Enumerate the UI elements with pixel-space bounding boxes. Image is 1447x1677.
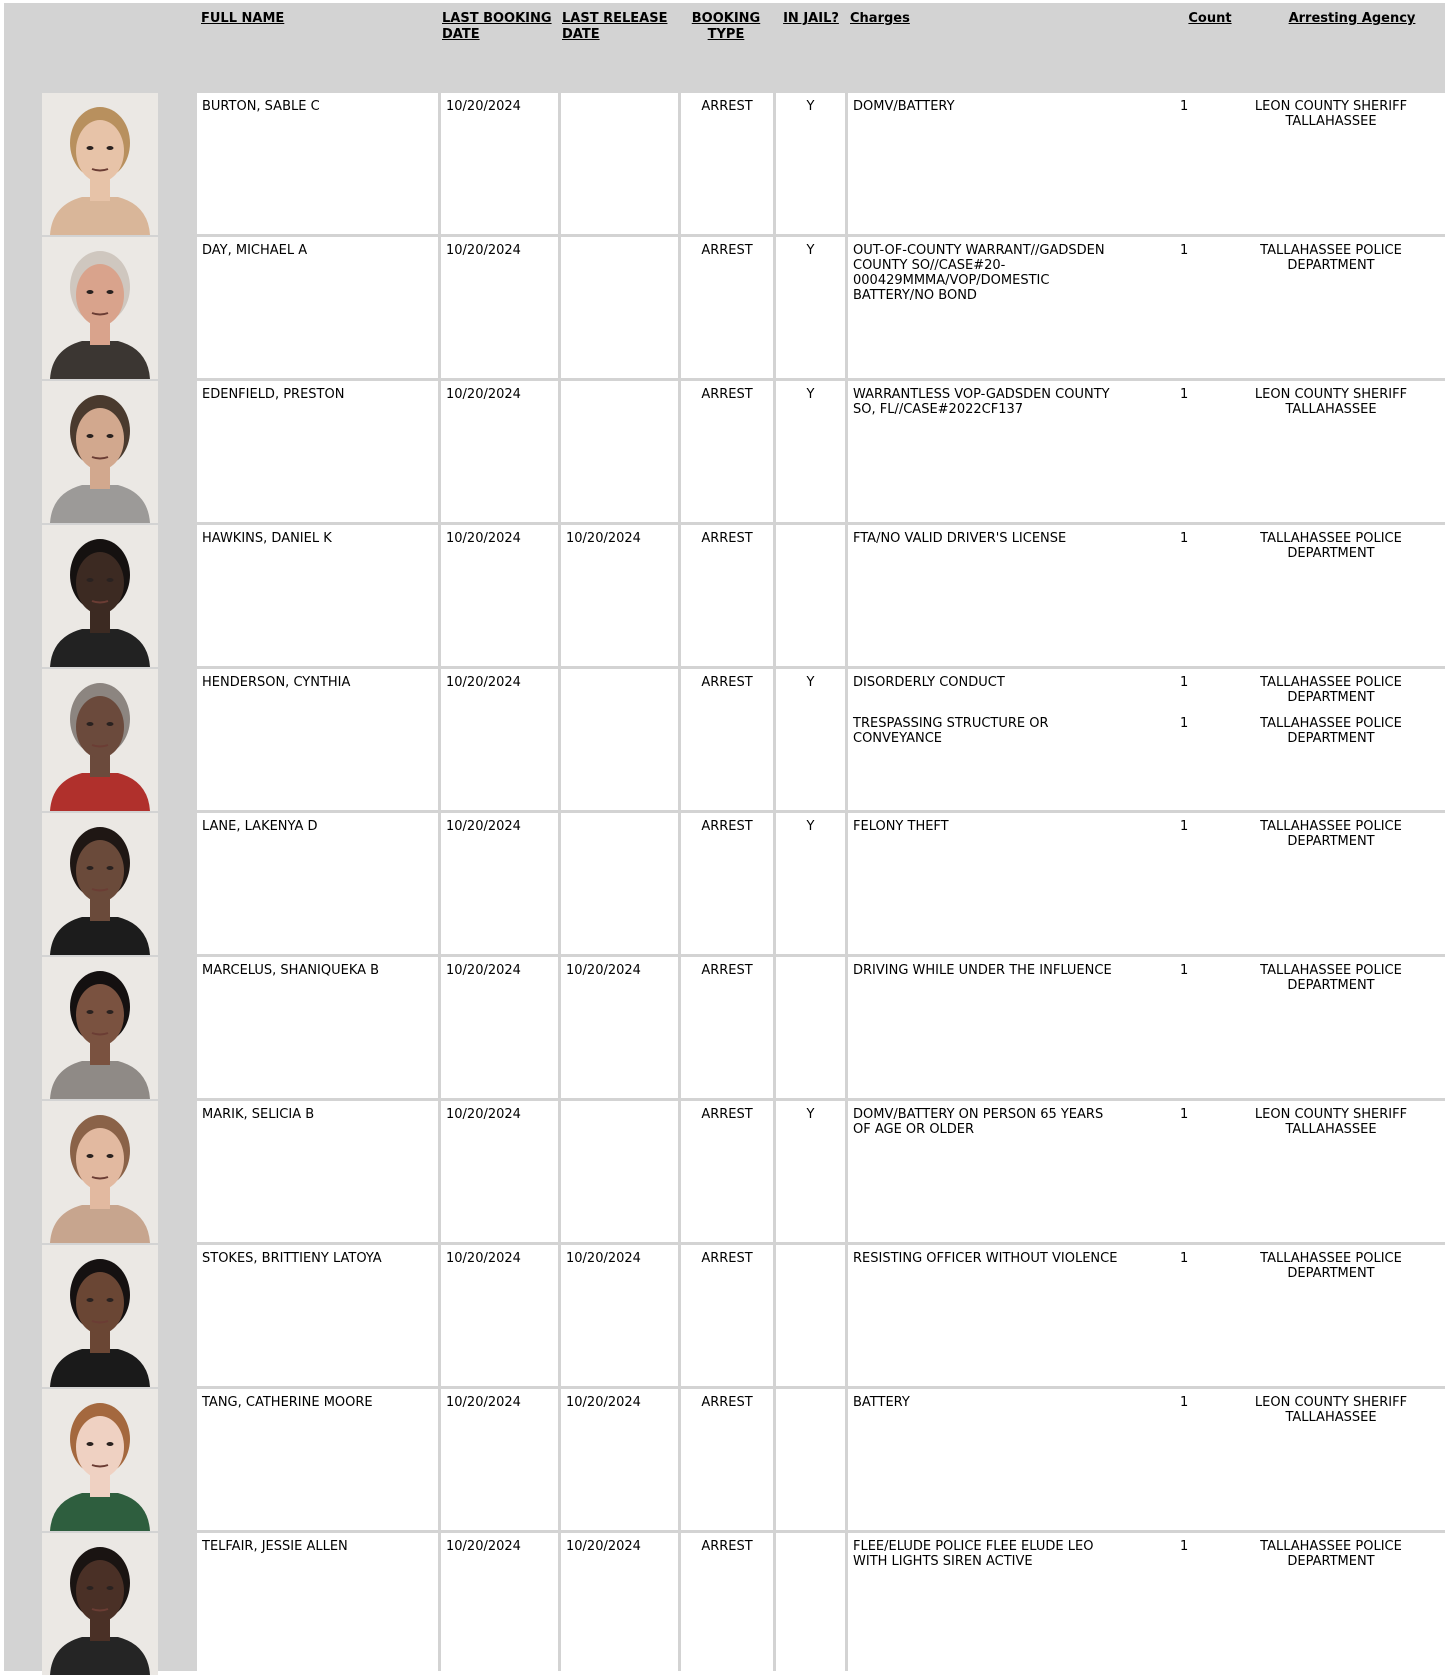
name-cell: MARCELUS, SHANIQUEKA B xyxy=(197,957,438,1098)
booking-date-cell: 10/20/2024 xyxy=(441,813,558,954)
charge-count: 1 xyxy=(1180,243,1189,258)
arresting-agency: TALLAHASSEE POLICE DEPARTMENT xyxy=(1260,1539,1402,1569)
booking-date-cell: 10/20/2024 xyxy=(441,669,558,810)
arresting-agency: TALLAHASSEE POLICE DEPARTMENT xyxy=(1260,531,1402,561)
arresting-agency: LEON COUNTY SHERIFF TALLAHASSEE xyxy=(1254,1395,1408,1425)
photo-right-eye xyxy=(107,866,114,870)
charges-cell xyxy=(848,1389,1445,1530)
arresting-agency: LEON COUNTY SHERIFF TALLAHASSEE xyxy=(1254,99,1408,129)
photo-face xyxy=(76,1416,124,1478)
person-silhouette-icon xyxy=(42,1533,158,1675)
booking-type-cell: ARREST xyxy=(681,381,773,522)
booking-type-cell: ARREST xyxy=(681,1101,773,1242)
booking-date-cell: 10/20/2024 xyxy=(441,1389,558,1530)
table-header xyxy=(4,3,1445,91)
booking-type-cell: ARREST xyxy=(681,237,773,378)
header-arresting-agency[interactable]: Arresting Agency xyxy=(1288,11,1416,26)
mugshot-photo[interactable] xyxy=(42,1533,158,1675)
photo-left-eye xyxy=(87,866,94,870)
charge-description: WARRANTLESS VOP-GADSDEN COUNTY SO, FL//CASE#2022CF137 xyxy=(853,387,1110,417)
release-date-cell: 10/20/2024 xyxy=(561,957,678,1098)
charge-count: 1 xyxy=(1180,531,1189,546)
arresting-agency: TALLAHASSEE POLICE DEPARTMENT xyxy=(1260,963,1402,993)
photo-right-eye xyxy=(107,1442,114,1446)
photo-neck xyxy=(90,1619,110,1641)
charge-count: 1 xyxy=(1180,716,1189,731)
charge-count: 1 xyxy=(1180,1251,1189,1266)
photo-face xyxy=(76,840,124,902)
charge-description: DRIVING WHILE UNDER THE INFLUENCE xyxy=(853,963,1112,978)
arresting-agency: LEON COUNTY SHERIFF TALLAHASSEE xyxy=(1254,387,1408,417)
arresting-agency: TALLAHASSEE POLICE DEPARTMENT xyxy=(1260,819,1402,849)
booking-type-cell: ARREST xyxy=(681,813,773,954)
person-silhouette-icon xyxy=(42,1389,158,1531)
arresting-agency: TALLAHASSEE POLICE DEPARTMENT xyxy=(1260,716,1402,746)
table-row xyxy=(4,525,1445,669)
booking-date-cell: 10/20/2024 xyxy=(441,957,558,1098)
booking-type-cell: ARREST xyxy=(681,957,773,1098)
photo-right-eye xyxy=(107,1298,114,1302)
booking-type-cell: ARREST xyxy=(681,525,773,666)
header-in-jail[interactable]: IN JAIL? xyxy=(783,11,839,26)
photo-neck xyxy=(90,323,110,345)
photo-face xyxy=(76,1272,124,1334)
photo-right-eye xyxy=(107,578,114,582)
photo-left-eye xyxy=(87,1586,94,1590)
charge-count: 1 xyxy=(1180,1395,1189,1410)
charge-count: 1 xyxy=(1180,1107,1189,1122)
header-last-booking-date[interactable]: LAST BOOKING DATE xyxy=(442,11,552,42)
table-row xyxy=(4,669,1445,813)
in-jail-cell xyxy=(776,1533,845,1674)
in-jail-cell xyxy=(776,1389,845,1530)
photo-right-eye xyxy=(107,146,114,150)
charge-count: 1 xyxy=(1180,819,1189,834)
photo-neck xyxy=(90,1331,110,1353)
photo-right-eye xyxy=(107,1010,114,1014)
mugshot-photo[interactable] xyxy=(42,525,158,667)
booking-date-cell: 10/20/2024 xyxy=(441,237,558,378)
photo-left-eye xyxy=(87,1010,94,1014)
photo-left-eye xyxy=(87,578,94,582)
charge-count: 1 xyxy=(1180,963,1189,978)
person-silhouette-icon xyxy=(42,1245,158,1387)
booking-date-cell: 10/20/2024 xyxy=(441,1245,558,1386)
photo-face xyxy=(76,1560,124,1622)
person-silhouette-icon xyxy=(42,669,158,811)
person-silhouette-icon xyxy=(42,93,158,235)
table-row xyxy=(4,1533,1445,1677)
release-date-cell xyxy=(561,669,678,810)
header-booking-type[interactable]: BOOKING TYPE xyxy=(691,11,761,42)
in-jail-cell xyxy=(776,525,845,666)
in-jail-cell: Y xyxy=(776,1101,845,1242)
photo-neck xyxy=(90,1475,110,1497)
name-cell: DAY, MICHAEL A xyxy=(197,237,438,378)
header-last-release-date[interactable]: LAST RELEASE DATE xyxy=(562,11,668,42)
photo-left-eye xyxy=(87,1154,94,1158)
photo-neck xyxy=(90,1043,110,1065)
photo-face xyxy=(76,984,124,1046)
photo-face xyxy=(76,696,124,758)
charges-cell xyxy=(848,93,1445,234)
header-full-name[interactable]: FULL NAME xyxy=(201,11,285,26)
person-silhouette-icon xyxy=(42,381,158,523)
charge-description: TRESPASSING STRUCTURE OR CONVEYANCE xyxy=(853,716,1049,746)
name-cell: LANE, LAKENYA D xyxy=(197,813,438,954)
charges-cell xyxy=(848,957,1445,1098)
charge-description: BATTERY xyxy=(853,1395,910,1410)
photo-face xyxy=(76,1128,124,1190)
charge-description: FLEE/ELUDE POLICE FLEE ELUDE LEO WITH LIGHTS SIREN ACTIVE xyxy=(853,1539,1094,1569)
in-jail-cell xyxy=(776,1245,845,1386)
release-date-cell: 10/20/2024 xyxy=(561,1533,678,1674)
charge-count: 1 xyxy=(1180,99,1189,114)
charges-cell xyxy=(848,1245,1445,1386)
booking-type-cell: ARREST xyxy=(681,93,773,234)
photo-right-eye xyxy=(107,1586,114,1590)
photo-neck xyxy=(90,179,110,201)
photo-face xyxy=(76,264,124,326)
table-row xyxy=(4,957,1445,1101)
mugshot-photo[interactable] xyxy=(42,813,158,955)
name-cell: HENDERSON, CYNTHIA xyxy=(197,669,438,810)
mugshot-photo[interactable] xyxy=(42,669,158,811)
booking-date-cell: 10/20/2024 xyxy=(441,381,558,522)
person-silhouette-icon xyxy=(42,957,158,1099)
table-row xyxy=(4,1245,1445,1389)
mugshot-photo[interactable] xyxy=(42,93,158,235)
release-date-cell: 10/20/2024 xyxy=(561,1245,678,1386)
booking-date-cell: 10/20/2024 xyxy=(441,93,558,234)
photo-left-eye xyxy=(87,1298,94,1302)
photo-right-eye xyxy=(107,722,114,726)
photo-left-eye xyxy=(87,722,94,726)
header-count[interactable]: Count xyxy=(1188,11,1232,26)
charges-cell xyxy=(848,381,1445,522)
release-date-cell xyxy=(561,381,678,522)
charge-count: 1 xyxy=(1180,387,1189,402)
photo-neck xyxy=(90,899,110,921)
table-row xyxy=(4,93,1445,237)
photo-right-eye xyxy=(107,290,114,294)
table-row xyxy=(4,1101,1445,1245)
name-cell: EDENFIELD, PRESTON xyxy=(197,381,438,522)
booking-type-cell: ARREST xyxy=(681,1533,773,1674)
booking-type-cell: ARREST xyxy=(681,669,773,810)
booking-type-cell: ARREST xyxy=(681,1389,773,1530)
photo-left-eye xyxy=(87,290,94,294)
mugshot-photo[interactable] xyxy=(42,381,158,523)
charge-description: DOMV/BATTERY ON PERSON 65 YEARS OF AGE OR OLDER xyxy=(853,1107,1104,1137)
photo-left-eye xyxy=(87,434,94,438)
charge-description: FELONY THEFT xyxy=(853,819,949,834)
in-jail-cell: Y xyxy=(776,93,845,234)
name-cell: HAWKINS, DANIEL K xyxy=(197,525,438,666)
booking-date-cell: 10/20/2024 xyxy=(441,525,558,666)
photo-right-eye xyxy=(107,1154,114,1158)
charges-cell xyxy=(848,1533,1445,1674)
charges-cell xyxy=(848,813,1445,954)
person-silhouette-icon xyxy=(42,1101,158,1243)
name-cell: STOKES, BRITTIENY LATOYA xyxy=(197,1245,438,1386)
charges-cell xyxy=(848,237,1445,378)
release-date-cell xyxy=(561,93,678,234)
name-cell: TELFAIR, JESSIE ALLEN xyxy=(197,1533,438,1674)
name-cell: MARIK, SELICIA B xyxy=(197,1101,438,1242)
charge-description: OUT-OF-COUNTY WARRANT//GADSDEN COUNTY SO//CASE#20-000429MMMA/VOP/DOMESTIC BATTERY/NO BOND xyxy=(853,243,1105,303)
photo-face xyxy=(76,552,124,614)
mugshot-photo[interactable] xyxy=(42,1389,158,1531)
charge-description: DISORDERLY CONDUCT xyxy=(853,675,1005,690)
release-date-cell xyxy=(561,237,678,378)
table-row xyxy=(4,813,1445,957)
in-jail-cell: Y xyxy=(776,381,845,522)
release-date-cell: 10/20/2024 xyxy=(561,525,678,666)
photo-face xyxy=(76,120,124,182)
mugshot-photo[interactable] xyxy=(42,1245,158,1387)
charges-cell xyxy=(848,1101,1445,1242)
in-jail-cell: Y xyxy=(776,813,845,954)
photo-neck xyxy=(90,467,110,489)
charge-count: 1 xyxy=(1180,675,1189,690)
mugshot-photo[interactable] xyxy=(42,237,158,379)
arresting-agency: LEON COUNTY SHERIFF TALLAHASSEE xyxy=(1254,1107,1408,1137)
person-silhouette-icon xyxy=(42,237,158,379)
booking-date-cell: 10/20/2024 xyxy=(441,1101,558,1242)
booking-report-page xyxy=(4,3,1445,1671)
arresting-agency: TALLAHASSEE POLICE DEPARTMENT xyxy=(1260,1251,1402,1281)
charge-description: DOMV/BATTERY xyxy=(853,99,955,114)
release-date-cell xyxy=(561,813,678,954)
charges-cell xyxy=(848,525,1445,666)
photo-left-eye xyxy=(87,146,94,150)
table-row xyxy=(4,1389,1445,1533)
booking-type-cell: ARREST xyxy=(681,1245,773,1386)
photo-face xyxy=(76,408,124,470)
in-jail-cell: Y xyxy=(776,669,845,810)
charges-cell xyxy=(848,669,1445,810)
name-cell: TANG, CATHERINE MOORE xyxy=(197,1389,438,1530)
in-jail-cell: Y xyxy=(776,237,845,378)
charge-description: RESISTING OFFICER WITHOUT VIOLENCE xyxy=(853,1251,1118,1266)
header-charges[interactable]: Charges xyxy=(850,11,910,26)
arresting-agency: TALLAHASSEE POLICE DEPARTMENT xyxy=(1260,243,1402,273)
photo-neck xyxy=(90,611,110,633)
photo-right-eye xyxy=(107,434,114,438)
release-date-cell: 10/20/2024 xyxy=(561,1389,678,1530)
booking-date-cell: 10/20/2024 xyxy=(441,1533,558,1674)
person-silhouette-icon xyxy=(42,813,158,955)
photo-neck xyxy=(90,755,110,777)
mugshot-photo[interactable] xyxy=(42,1101,158,1243)
mugshot-photo[interactable] xyxy=(42,957,158,1099)
photo-left-eye xyxy=(87,1442,94,1446)
person-silhouette-icon xyxy=(42,525,158,667)
table-row xyxy=(4,237,1445,381)
charge-count: 1 xyxy=(1180,1539,1189,1554)
release-date-cell xyxy=(561,1101,678,1242)
in-jail-cell xyxy=(776,957,845,1098)
arresting-agency: TALLAHASSEE POLICE DEPARTMENT xyxy=(1260,675,1402,705)
table-row xyxy=(4,381,1445,525)
photo-neck xyxy=(90,1187,110,1209)
name-cell: BURTON, SABLE C xyxy=(197,93,438,234)
charge-description: FTA/NO VALID DRIVER'S LICENSE xyxy=(853,531,1067,546)
